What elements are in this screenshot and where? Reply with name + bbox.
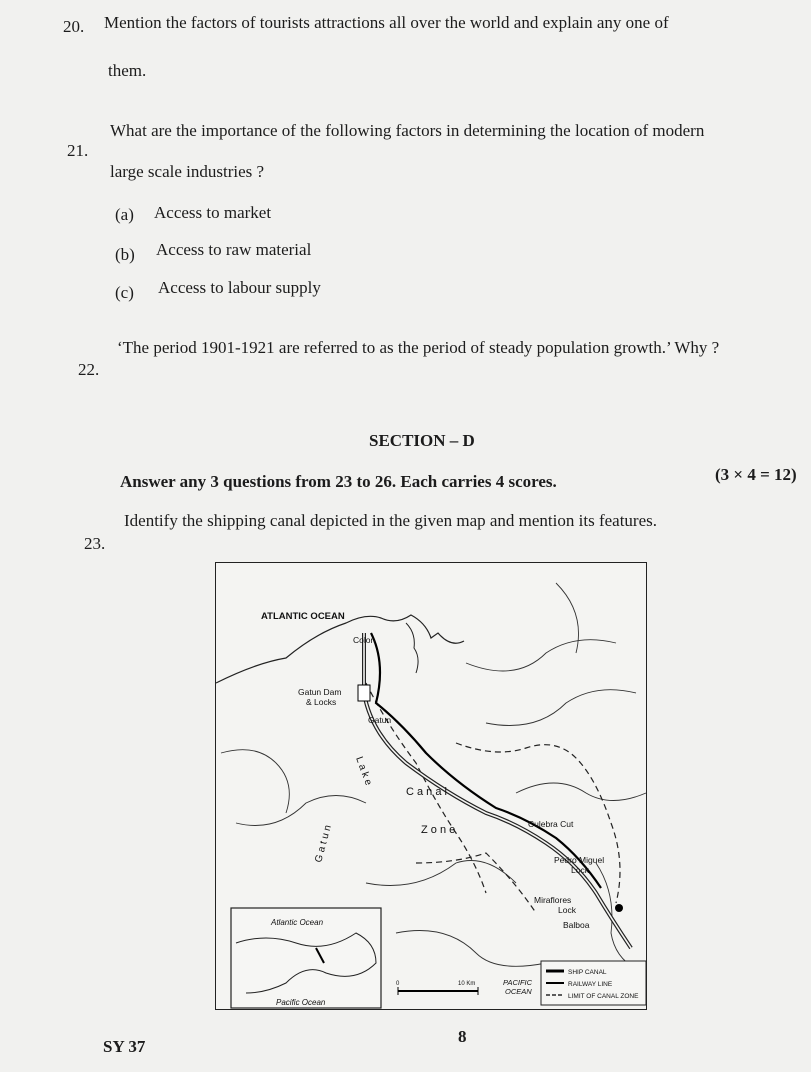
- balboa-marker: [615, 904, 623, 912]
- section-title: SECTION – D: [369, 431, 475, 450]
- label-gatun: Gatun: [368, 715, 392, 725]
- label-inset-pacific: Pacific Ocean: [276, 998, 326, 1007]
- label-locks: & Locks: [306, 697, 337, 707]
- q23-text: Identify the shipping canal depicted in the given map and mention its features.: [124, 511, 657, 530]
- q21-option-c-letter: (c): [115, 283, 134, 302]
- label-miraflores-lock: Lock: [558, 905, 576, 915]
- label-balboa: Balboa: [563, 920, 590, 930]
- map-drawing: [216, 563, 648, 1011]
- label-pedro-miguel: Pedro Miguel: [554, 855, 605, 865]
- q21-option-a-text: Access to market: [154, 203, 272, 222]
- river: [366, 861, 516, 886]
- label-scale: 10 Km: [458, 981, 476, 987]
- label-gatun-lake: G a t u n: [313, 823, 334, 864]
- label-canal: C a n a l: [406, 786, 447, 798]
- ship-canal-inner: [364, 633, 631, 948]
- label-zone: Z o n e: [421, 824, 456, 836]
- coastline: [216, 615, 464, 683]
- legend-ship-canal: SHIP CANAL: [568, 969, 607, 976]
- q20-number: 20.: [63, 17, 85, 36]
- label-culebra-cut: Culebra Cut: [528, 819, 574, 829]
- q21-option-b-text: Access to raw material: [156, 240, 312, 259]
- panama-canal-map: [215, 562, 647, 1010]
- q21-number: 21.: [67, 141, 89, 160]
- section-instruction: Answer any 3 questions from 23 to 26. Each carries 4 scores.: [120, 472, 557, 491]
- q21-text-line1: What are the importance of the following factors in determining the location of modern: [110, 121, 705, 140]
- label-pacific-2: OCEAN: [505, 987, 532, 996]
- q21-text-line2: large scale industries ?: [110, 162, 265, 181]
- label-colon: Colon: [353, 635, 376, 645]
- label-miraflores: Miraflores: [534, 895, 572, 905]
- river: [236, 796, 366, 826]
- river: [596, 863, 646, 973]
- label-pedro-lock: Lock: [571, 865, 589, 875]
- label-atlantic-ocean: ATLANTIC OCEAN: [261, 611, 345, 622]
- legend-railway-line: RAILWAY LINE: [568, 981, 613, 988]
- footer-code: SY 37: [103, 1037, 146, 1056]
- label-lake: L a k e: [353, 755, 374, 787]
- q20-text-line2: them.: [108, 61, 147, 80]
- q20-text-line1: Mention the factors of tourists attractions all over the world and explain any one of: [104, 13, 669, 32]
- footer-page-number: 8: [458, 1027, 467, 1046]
- q21-option-a-letter: (a): [115, 205, 134, 224]
- label-pacific-1: PACIFIC: [503, 978, 533, 987]
- inlet: [406, 623, 418, 673]
- label-inset-atlantic: Atlantic Ocean: [271, 918, 324, 927]
- gatun-locks-marker: [358, 685, 370, 701]
- q22-number: 22.: [78, 360, 100, 379]
- q21-option-c-text: Access to labour supply: [158, 278, 321, 297]
- river: [221, 750, 289, 813]
- section-marks: (3 × 4 = 12): [715, 465, 797, 484]
- river: [466, 640, 616, 671]
- q21-option-b-letter: (b): [115, 245, 135, 264]
- q23-number: 23.: [84, 534, 106, 553]
- river: [516, 783, 646, 801]
- canal-zone-limit: [416, 853, 536, 913]
- river: [396, 931, 546, 967]
- label-scale-zero: 0: [396, 981, 400, 987]
- q22-text: ‘The period 1901-1921 are referred to as the period of steady population growth.’ Why ?: [117, 338, 720, 357]
- legend-canal-zone-limit: LIMIT OF CANAL ZONE: [568, 993, 639, 1000]
- label-gatun-dam: Gatun Dam: [298, 687, 342, 697]
- river: [486, 690, 636, 726]
- ship-canal: [364, 633, 631, 948]
